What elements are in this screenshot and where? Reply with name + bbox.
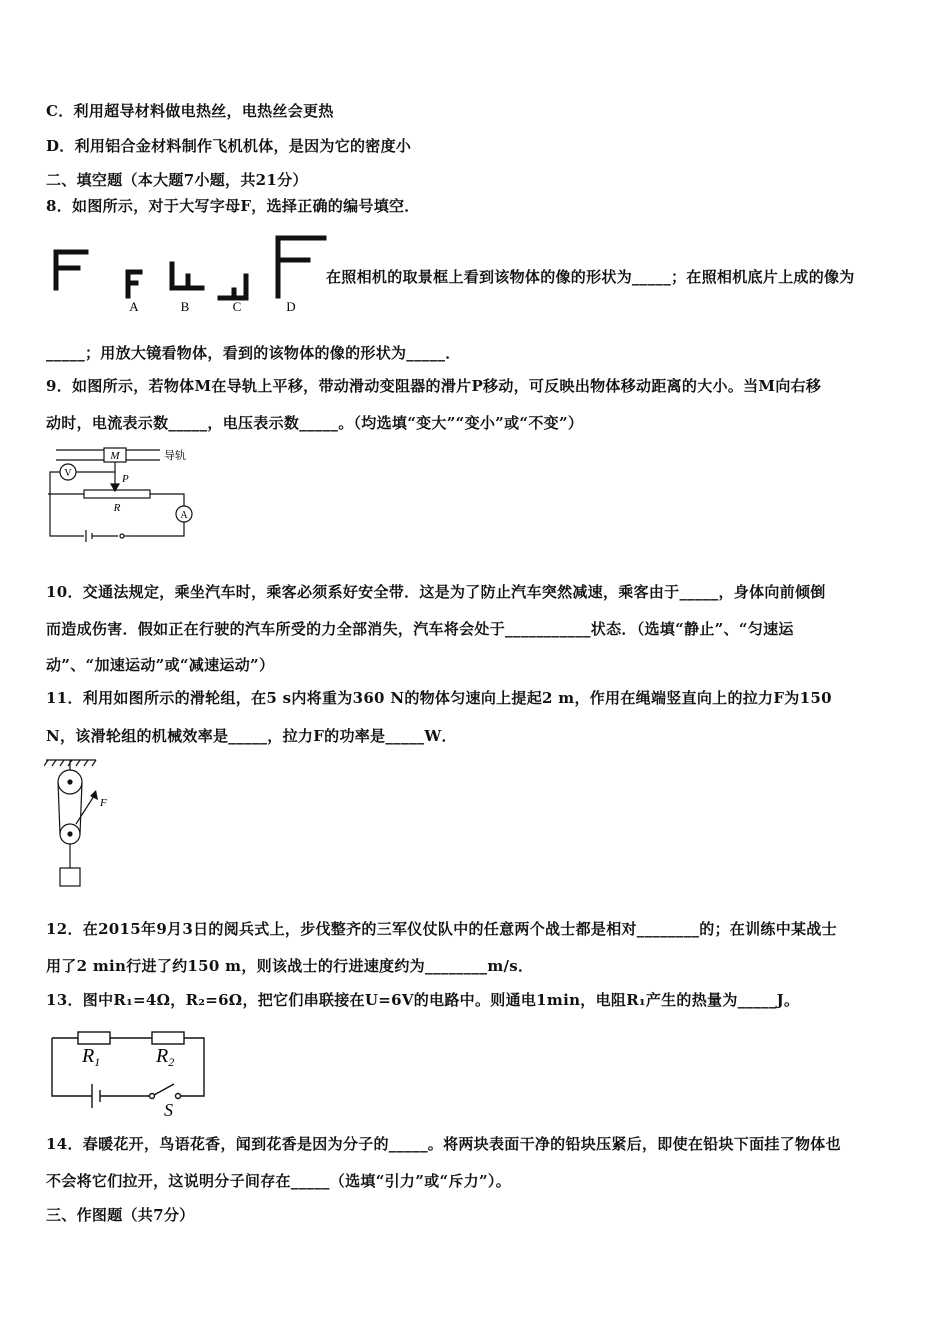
switch-blade bbox=[154, 1084, 174, 1095]
pulley-figure bbox=[44, 758, 124, 890]
resistor-r bbox=[84, 490, 150, 498]
label-d: D bbox=[286, 299, 296, 314]
resistor-r1 bbox=[78, 1032, 110, 1044]
label-r: R bbox=[113, 502, 121, 514]
section-three-heading: 三、作图题（共7分） bbox=[46, 1206, 195, 1224]
resistor-r2 bbox=[152, 1032, 184, 1044]
label-r2: $R_2$ bbox=[156, 1045, 175, 1069]
rope-left bbox=[58, 782, 60, 834]
letter-f-original bbox=[56, 252, 86, 288]
question-11-line-1: 11．利用如图所示的滑轮组，在5 s内将重为360 N的物体匀速向上提起2 m，作用在绳端竖直向上的拉力F为150 bbox=[46, 689, 832, 707]
rope-free-end bbox=[76, 796, 94, 824]
label-c: C bbox=[232, 299, 242, 314]
question-10-line-1: 10．交通法规定，乘坐汽车时，乘客必须系好安全带．这是为了防止汽车突然减速，乘客由于_____，身体向前倾倒 bbox=[46, 583, 826, 601]
force-arrow-icon bbox=[90, 790, 98, 800]
wire-bottom-right bbox=[130, 522, 184, 536]
question-12-line-1: 12．在2015年9月3日的阅兵式上，步伐整齐的三军仪仗队中的任意两个战士都是相对________的；在训练中某战士 bbox=[46, 920, 837, 938]
letter-f-option-c bbox=[220, 276, 246, 298]
wire-left bbox=[50, 472, 84, 536]
question-14-line-2: 不会将它们拉开，这说明分子间存在_____（选填“引力”或“斥力”）。 bbox=[46, 1172, 512, 1190]
question-11-line-2: N，该滑轮组的机械效率是_____，拉力F的功率是_____W． bbox=[46, 727, 457, 745]
label-f: F bbox=[100, 797, 107, 809]
label-a: A bbox=[180, 510, 188, 521]
rheostat-circuit-figure bbox=[44, 444, 204, 544]
letter-f-figure bbox=[46, 226, 336, 318]
weight-block bbox=[60, 868, 80, 886]
question-8-line-3: _____；用放大镜看物体，看到的该物体的像的形状为_____． bbox=[46, 344, 461, 362]
label-rail: 导轨 bbox=[164, 450, 186, 462]
switch-contact bbox=[120, 534, 124, 538]
letter-f-option-b bbox=[172, 264, 202, 288]
question-10-line-3: 动”、“加速运动”或“减速运动”） bbox=[46, 656, 275, 674]
question-13: 13．图中R₁=4Ω，R₂=6Ω，把它们串联接在U=6V的电路中。则通电1min，电阻R₁产生的热量为_____J。 bbox=[46, 991, 800, 1009]
wire-right bbox=[180, 1038, 204, 1096]
fixed-pulley-axle bbox=[68, 780, 72, 784]
label-v: V bbox=[64, 468, 72, 479]
question-9-line-2: 动时，电流表示数_____，电压表示数_____。（均选填“变大”“变小”或“不变”） bbox=[46, 414, 584, 432]
question-12-line-2: 用了2 min行进了约150 m，则该战士的行进速度约为________m/s． bbox=[46, 957, 534, 975]
section-two-heading: 二、填空题（本大题7小题，共21分） bbox=[46, 171, 308, 189]
question-8-stem: 8．如图所示，对于大写字母F，选择正确的编号填空． bbox=[46, 197, 420, 215]
question-8-line-2: 在照相机的取景框上看到该物体的像的形状为_____；在照相机底片上成的像为 bbox=[326, 268, 855, 286]
series-circuit-figure bbox=[46, 1028, 216, 1120]
switch-contact-left bbox=[150, 1094, 155, 1099]
rope-middle bbox=[80, 782, 82, 834]
switch-contact-right bbox=[176, 1094, 181, 1099]
label-s: S bbox=[164, 1100, 173, 1120]
label-r1: $R_1$ bbox=[82, 1045, 101, 1069]
letter-f-option-d bbox=[278, 238, 324, 296]
question-9-line-1: 9．如图所示，若物体M在导轨上平移，带动滑动变阻器的滑片P移动，可反映出物体移动距离的大小。当M向右移 bbox=[46, 377, 822, 395]
option-c: C．利用超导材料做电热丝，电热丝会更热 bbox=[46, 102, 334, 120]
question-14-line-1: 14．春暖花开，鸟语花香，闻到花香是因为分子的_____。将两块表面干净的铅块压紧后，即使在铅块下面挂了物体也 bbox=[46, 1135, 841, 1153]
movable-pulley-axle bbox=[68, 832, 72, 836]
label-a: A bbox=[129, 299, 139, 314]
label-b: B bbox=[180, 299, 190, 314]
label-p: P bbox=[122, 473, 129, 485]
letter-f-option-a bbox=[128, 272, 140, 296]
label-m: M bbox=[110, 450, 120, 462]
option-d: D．利用铝合金材料制作飞机机体，是因为它的密度小 bbox=[46, 137, 412, 155]
wire-resistor-right bbox=[150, 494, 184, 506]
question-10-line-2: 而造成伤害．假如正在行驶的汽车所受的力全部消失，汽车将会处于___________状态．（选填“静止”、“匀速运 bbox=[46, 620, 794, 638]
